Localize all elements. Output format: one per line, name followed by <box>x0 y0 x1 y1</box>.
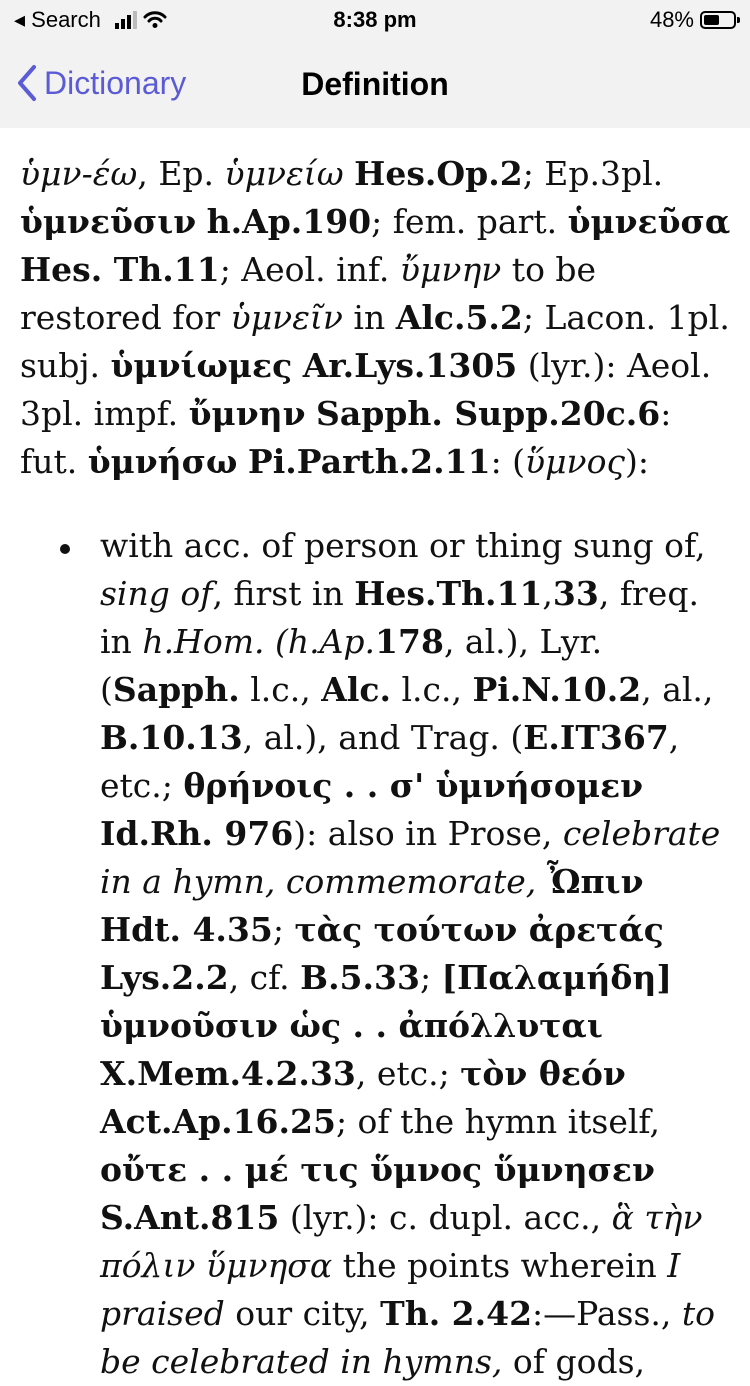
greek-quote: οὔτε . . μέ τις ὕμνος ὕμνησεν <box>100 1150 655 1189</box>
greek-form: ὑμνεῦσα <box>567 202 731 241</box>
sense-text: , first in <box>212 574 355 613</box>
sense-text: of gods, <box>502 1342 645 1381</box>
entry-text: ; Aeol. inf. <box>219 250 400 289</box>
citation: Ar.Lys.1305 <box>302 346 518 385</box>
sense-text: l.c., <box>390 670 473 709</box>
gloss: celebrate in a hymn, commemorate, <box>100 814 721 901</box>
citation: Id.Rh. 976 <box>100 814 294 853</box>
battery-percent: 48% <box>649 7 694 32</box>
citation: B.5.33 <box>300 958 420 997</box>
greek-quote: τὰς τούτων ἀρετάς <box>294 910 664 949</box>
citation: Th. 2.42 <box>380 1294 533 1333</box>
citation: Lys.2.2 <box>100 958 229 997</box>
entry-text: , Ep. <box>137 154 225 193</box>
citation: Act.Ap.16.25 <box>100 1102 336 1141</box>
sense-text: , al.), and Trag. ( <box>242 718 524 757</box>
greek-quote: ἃ τὴν πόλιν ὕμνησα <box>100 1198 703 1285</box>
sense-text: , al., <box>641 670 714 709</box>
citation: Sapph. <box>112 670 240 709</box>
status-right <box>650 7 736 33</box>
greek-quote: τὸν θεόν <box>460 1054 626 1093</box>
navigation-bar <box>0 40 750 128</box>
greek-form: ὔμνην <box>188 394 306 433</box>
back-to-app-link[interactable]: ◂ Search <box>14 7 101 32</box>
greek-quote: θρήνοις . . σ' ὑμνήσομεν <box>183 766 644 805</box>
gloss: sing of <box>100 574 213 613</box>
entry-text: ; fem. part. <box>371 202 568 241</box>
citation: 33 <box>552 574 599 613</box>
sense-text: ; <box>419 958 442 997</box>
entry-text: : fut. <box>20 394 672 481</box>
entry-text: to be restored for <box>20 250 597 337</box>
gloss: I praised <box>100 1246 681 1333</box>
entry-text: ; Ep.3pl. <box>522 154 664 193</box>
battery-icon <box>700 11 736 29</box>
entry-text: (lyr.): Aeol. 3pl. impf. <box>20 346 712 433</box>
etymology: ὕμνος <box>525 442 625 481</box>
citation: E.IT367 <box>523 718 669 757</box>
citation: Alc. <box>321 670 391 709</box>
sense-text: with acc. of person or thing sung of, <box>100 526 706 565</box>
greek-quote: Ὦπιν <box>546 862 644 901</box>
citation: Alc.5.2 <box>395 298 523 337</box>
entry-text: : ( <box>490 442 526 481</box>
sense-text: l.c., <box>239 670 322 709</box>
citation: h.Ap.190 <box>206 202 372 241</box>
sense-text: ; of the hymn itself, <box>335 1102 660 1141</box>
greek-form: ὔμνην <box>399 250 502 289</box>
sense-text: , cf. <box>228 958 301 997</box>
sense-text: , etc.; <box>355 1054 461 1093</box>
entry-text: in <box>342 298 396 337</box>
bullet-icon <box>60 544 70 554</box>
sense-text: ): also in Prose, <box>293 814 563 853</box>
greek-form: ὑμνήσω <box>87 442 238 481</box>
citation: Pi.Parth.2.11 <box>247 442 491 481</box>
citation: Hes.Th.11 <box>354 574 543 613</box>
sense-text: :—Pass., <box>532 1294 682 1333</box>
greek-form: ὑμνεῦσιν <box>20 202 197 241</box>
sense-text: , <box>542 574 553 613</box>
entry-text: ): <box>624 442 649 481</box>
citation: S.Ant.815 <box>100 1198 280 1237</box>
gloss: to be celebrated in hymns, <box>100 1294 716 1381</box>
citation: 178 <box>375 622 444 661</box>
back-button-label: Dictionary <box>44 64 187 101</box>
clock: 8:38 pm <box>333 7 417 32</box>
headword: ὑμν-έω <box>20 154 138 193</box>
sense-text: the points wherein <box>332 1246 668 1285</box>
citation: Hes.Op.2 <box>354 154 523 193</box>
status-bar <box>0 0 750 40</box>
greek-quote: [Παλαμήδη] ὑμνοῦσιν ὡς . . ἀπόλλυται <box>100 958 673 1045</box>
sense-text: (lyr.): c. dupl. acc., <box>279 1198 612 1237</box>
greek-form: ὑμνίωμες <box>110 346 293 385</box>
entry-forms-paragraph <box>20 150 735 486</box>
greek-form: ὑμνείω <box>224 154 344 193</box>
entry-text: ; Lacon. 1pl. subj. <box>20 298 730 385</box>
greek-form: ὑμνεῖν <box>230 298 343 337</box>
sense-text: , freq. in <box>100 574 699 661</box>
citation: X.Mem.4.2.33 <box>100 1054 356 1093</box>
sense-text: , al.), Lyr. ( <box>100 622 603 709</box>
sense-text <box>536 862 547 901</box>
citation: Hdt. 4.35 <box>100 910 273 949</box>
sense-list-item <box>20 522 735 1386</box>
citation: Sapph. Supp.20c.6 <box>316 394 661 433</box>
citation: Pi.N.10.2 <box>472 670 642 709</box>
sense-paragraph <box>100 522 735 1386</box>
page-title: Definition <box>301 66 449 102</box>
sense-text: our city, <box>224 1294 381 1333</box>
sense-text: , etc.; <box>100 718 680 805</box>
sense-text: ; <box>272 910 295 949</box>
citation: h.Hom. (h.Ap. <box>142 622 376 661</box>
definition-content <box>20 150 735 1386</box>
citation: Hes. Th.11 <box>20 250 220 289</box>
citation: B.10.13 <box>100 718 243 757</box>
